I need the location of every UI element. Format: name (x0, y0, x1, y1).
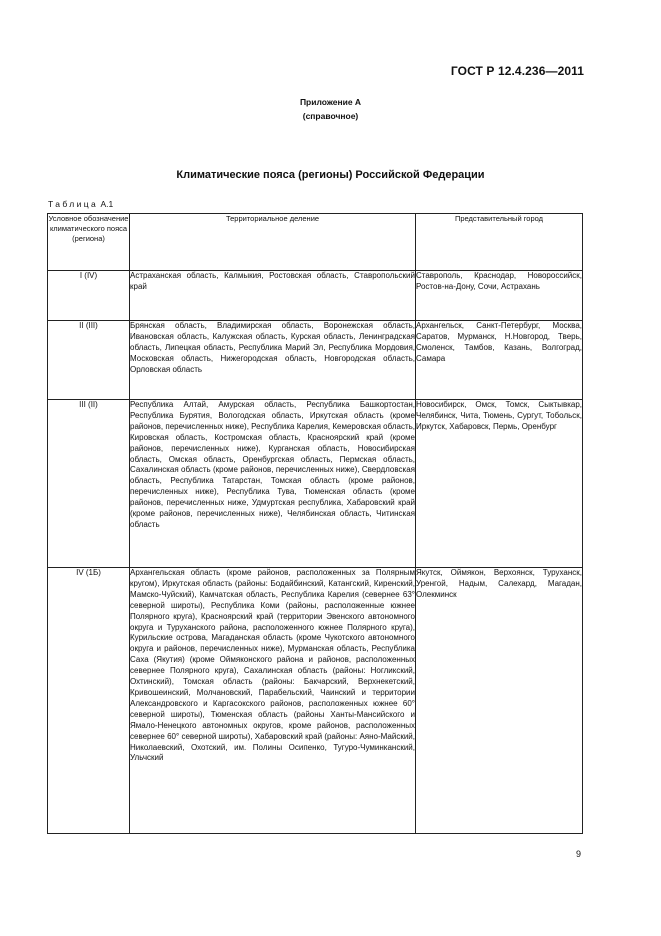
header-zone: Условное обозначение климатического пояса (региона) (48, 214, 130, 271)
page-number: 9 (576, 849, 582, 859)
table-caption-number: А.1 (100, 199, 114, 209)
zone-cell: III (II) (48, 400, 130, 568)
table-caption (48, 199, 113, 209)
zone-cell: IV (1Б) (48, 568, 130, 834)
standard-number: ГОСТ Р 12.4.236—2011 (450, 64, 584, 78)
territory-cell: Архангельская область (кроме районов, расположенных за Полярным кругом), Иркутская область (районы: Бодайбинский, Катангский, Киренский, Мамско-Чуйский), Камчатская область, Республика Карелия (севернее 63° северной широты), Республика Коми (районы, расположенные южнее Полярного круга), Красноярский край (территории Эвенского автономного округа и Туруханского района, расположенного южнее Полярного круга), Курильские острова, Магаданская область (кроме Чукотского автономного округа и районов, перечисленных ниже), Мурманская область, Республика Саха (Якутия) (кроме Оймяконского района и районов, расположенных севернее Полярного круга), Сахалинская область (районы: Ногликский, Охтинский), Томская область (районы: Бакчарский, Верхнекетский, Кривошеинский, Молчановский, Парабельский, Чаинский и территории Александровского и Каргасокского районов, расположенных южнее 60° северной широты), Тюменская область (районы Ханты-Мансийского и Ямало-Ненецкого автономных округов, кроме районов, расположенных севернее 60° северной широты), Хабаровский край (районы: Аяно-Майский, Николаевский, Охотский, им. Полины Осипенко, Тугуро-Чуминканский, Ульчский (130, 568, 416, 834)
territory-cell: Астраханская область, Калмыкия, Ростовская область, Ставропольский край (130, 271, 416, 321)
table-header-row (48, 214, 583, 271)
table-row (48, 321, 583, 400)
appendix-title: Приложение А (299, 97, 362, 107)
zone-cell: II (III) (48, 321, 130, 400)
table-row (48, 271, 583, 321)
appendix-heading (0, 95, 661, 123)
city-cell: Новосибирск, Омск, Томск, Сыктывкар, Челябинск, Чита, Тюмень, Сургут, Тобольск, Иркутск, Хабаровск, Пермь, Оренбург (416, 400, 583, 568)
table-row (48, 568, 583, 834)
zone-cell: I (IV) (48, 271, 130, 321)
city-cell: Ставрополь, Краснодар, Новороссийск, Ростов-на-Дону, Сочи, Астрахань (416, 271, 583, 321)
table-caption-word: Таблица (48, 199, 99, 209)
territory-cell: Брянская область, Владимирская область, Воронежская область, Ивановская область, Калужская область, Курская область, Ленинградская область, Липецкая область, Республика Марий Эл, Республика Мордовия, Московская область, Нижегородская область, Новгородская область, Орловская область (130, 321, 416, 400)
city-cell: Якутск, Оймякон, Верхоянск, Туруханск, Уренгой, Надым, Салехард, Магадан, Олекминск (416, 568, 583, 834)
appendix-note: (справочное) (302, 111, 359, 121)
territory-cell: Республика Алтай, Амурская область, Республика Башкортостан, Республика Бурятия, Вологодская область, Иркутская область (кроме районов, перечисленных ниже), Республика Карелия, Кемеровская область, Кировская область, Костромская область, Красноярский край (кроме районов, перечисленных ниже), Курганская область, Новосибирская область, Омская область, Оренбургская область, Пермская область, Сахалинская область (кроме районов, перечисленных ниже), Свердловская область, Республика Татарстан, Томская область (кроме районов, перечисленных ниже), Республика Тува, Тюменская область (кроме районов, перечисленных ниже, Удмуртская республика, Хабаровский край (кроме районов, перечисленных ниже), Челябинская область, Читинская область (130, 400, 416, 568)
table-row (48, 400, 583, 568)
page-title: Климатические пояса (регионы) Российской Федерации (176, 169, 485, 181)
climate-zones-table (47, 213, 583, 834)
header-territory: Территориальное деление (130, 214, 416, 271)
city-cell: Архангельск, Санкт-Петербург, Москва, Саратов, Мурманск, Н.Новгород, Тверь, Смоленск, Тамбов, Казань, Волгоград, Самара (416, 321, 583, 400)
header-city: Представительный город (416, 214, 583, 271)
